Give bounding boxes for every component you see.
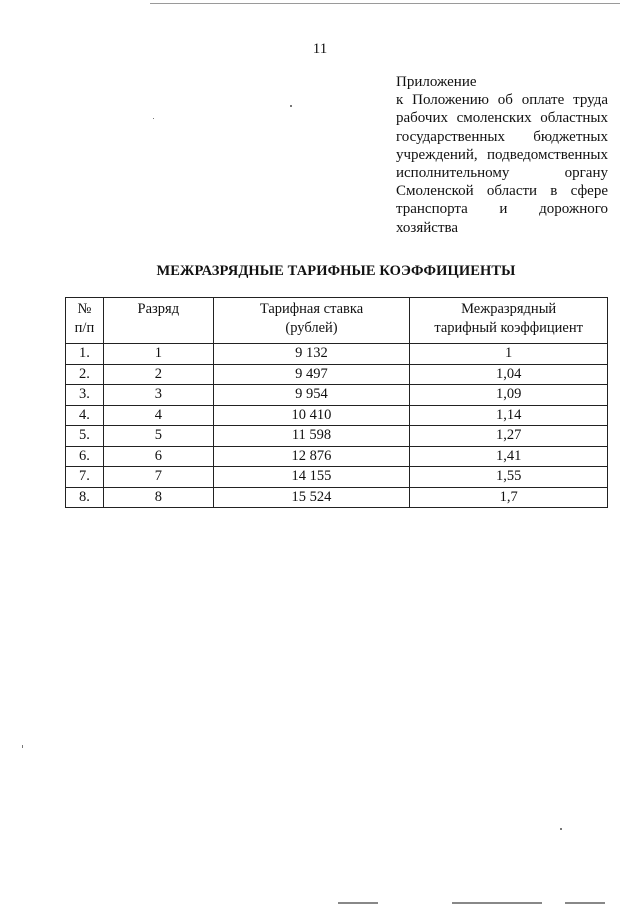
document-title: МЕЖРАЗРЯДНЫЕ ТАРИФНЫЕ КОЭФФИЦИЕНТЫ — [156, 263, 516, 279]
cell-grade: 7 — [103, 467, 213, 488]
cell-number: 1. — [66, 344, 104, 365]
scan-speck — [560, 828, 562, 830]
table-row — [66, 426, 608, 447]
cell-rate: 9 954 — [213, 385, 410, 406]
cell-rate: 10 410 — [213, 405, 410, 426]
column-header-rate-line2: (рублей) — [285, 320, 338, 336]
cell-rate: 9 132 — [213, 344, 410, 365]
column-header-coefficient-line1: Межразрядный — [461, 301, 557, 317]
tariff-coefficients-table — [65, 297, 608, 508]
column-header-coefficient — [410, 298, 608, 344]
appendix-line: Смоленской области в сфере — [396, 183, 608, 200]
cell-number: 4. — [66, 405, 104, 426]
cell-coefficient: 1,41 — [410, 446, 608, 467]
cell-grade: 8 — [103, 487, 213, 508]
cell-grade: 5 — [103, 426, 213, 447]
column-header-coefficient-line2: тарифный коэффициент — [434, 320, 583, 336]
cell-rate: 15 524 — [213, 487, 410, 508]
cell-grade: 3 — [103, 385, 213, 406]
table-row — [66, 405, 608, 426]
appendix-line: рабочих смоленских областных — [396, 110, 608, 127]
cell-coefficient: 1,09 — [410, 385, 608, 406]
column-header-number-line1: № — [77, 301, 92, 317]
scan-artifact-footer — [338, 902, 378, 904]
scan-speck — [22, 745, 23, 748]
appendix-line: к Положению об оплате труда — [396, 92, 608, 109]
cell-rate: 12 876 — [213, 446, 410, 467]
cell-number: 6. — [66, 446, 104, 467]
scan-artifact-footer — [452, 902, 542, 904]
appendix-note — [396, 73, 608, 237]
cell-coefficient: 1,14 — [410, 405, 608, 426]
cell-coefficient: 1,04 — [410, 364, 608, 385]
cell-grade: 4 — [103, 405, 213, 426]
cell-rate: 14 155 — [213, 467, 410, 488]
cell-grade: 6 — [103, 446, 213, 467]
appendix-line: учреждений, подведомственных — [396, 146, 608, 163]
table-row — [66, 364, 608, 385]
cell-coefficient: 1,7 — [410, 487, 608, 508]
appendix-title: Приложение — [396, 74, 477, 90]
scan-artifact-line — [150, 3, 620, 4]
appendix-line: государственных бюджетных — [396, 128, 608, 145]
column-header-rate — [213, 298, 410, 344]
column-header-number — [66, 298, 104, 344]
table-row — [66, 487, 608, 508]
cell-rate: 11 598 — [213, 426, 410, 447]
cell-number: 2. — [66, 364, 104, 385]
table-row — [66, 344, 608, 365]
cell-number: 7. — [66, 467, 104, 488]
table-header-row — [66, 298, 608, 344]
column-header-grade-label: Разряд — [137, 301, 180, 317]
page-number: 11 — [312, 41, 328, 57]
cell-coefficient: 1 — [410, 344, 608, 365]
column-header-rate-line1: Тарифная ставка — [259, 301, 364, 317]
column-header-number-line2: п/п — [74, 320, 95, 336]
cell-number: 5. — [66, 426, 104, 447]
column-header-grade — [103, 298, 213, 344]
cell-number: 3. — [66, 385, 104, 406]
cell-grade: 1 — [103, 344, 213, 365]
cell-rate: 9 497 — [213, 364, 410, 385]
appendix-line: транспорта и дорожного — [396, 201, 608, 218]
scan-speck — [153, 118, 154, 119]
appendix-line: исполнительному органу — [396, 165, 608, 182]
table-row — [66, 446, 608, 467]
cell-grade: 2 — [103, 364, 213, 385]
scan-speck — [290, 105, 292, 107]
cell-coefficient: 1,55 — [410, 467, 608, 488]
appendix-line: хозяйства — [396, 219, 459, 236]
cell-number: 8. — [66, 487, 104, 508]
table-row — [66, 467, 608, 488]
scan-artifact-footer — [565, 902, 605, 904]
table-row — [66, 385, 608, 406]
cell-coefficient: 1,27 — [410, 426, 608, 447]
